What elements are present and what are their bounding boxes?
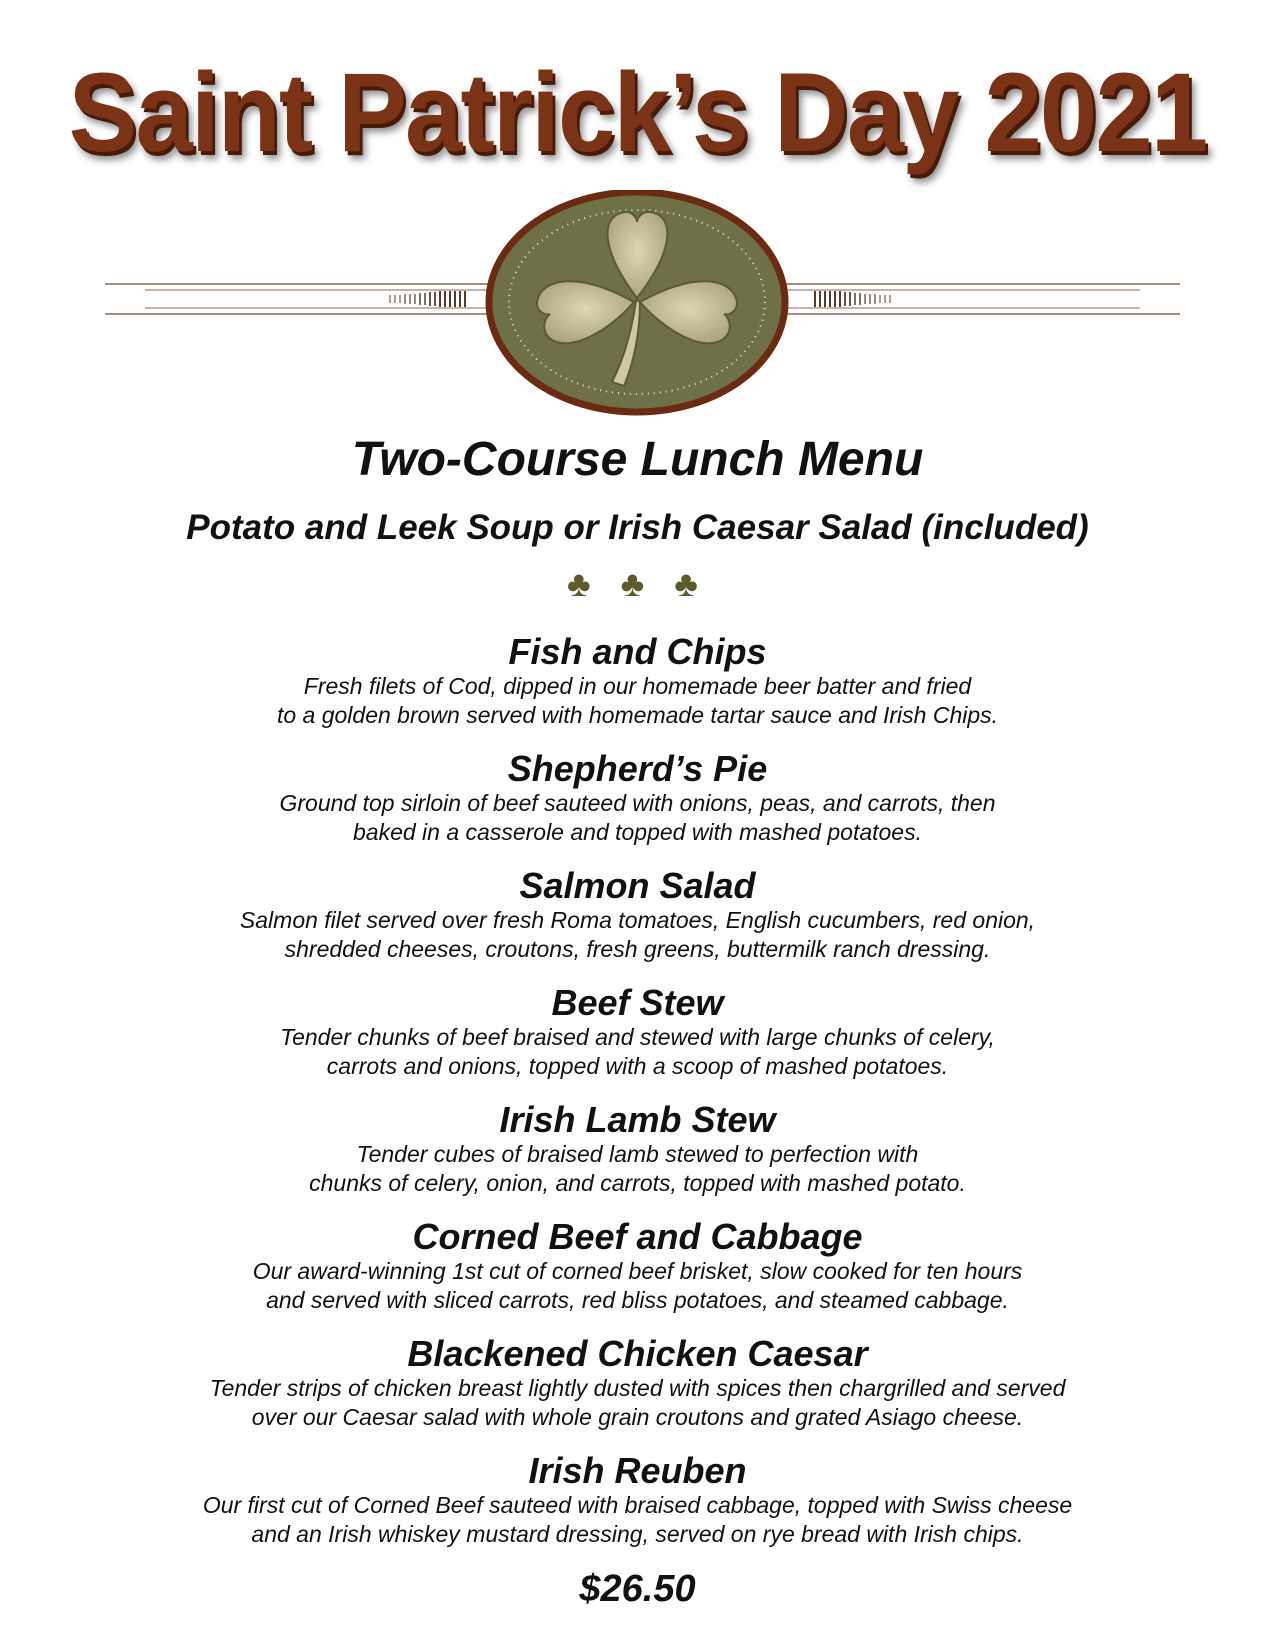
item-description-line: Ground top sirloin of beef sauteed with onions, peas, and carrots, then: [279, 790, 996, 816]
item-description-line: and an Irish whiskey mustard dressing, served on rye bread with Irish chips.: [251, 1521, 1024, 1547]
lunch-menu-heading: Two-Course Lunch Menu: [351, 433, 924, 486]
menu-item-irish-reuben: [0, 1451, 1275, 1568]
item-name: Shepherd’s Pie: [507, 748, 768, 789]
shamrock-emblem-graphic: [0, 190, 1275, 420]
menu-item-corned-beef-and-cabbage: [0, 1217, 1275, 1334]
included-starter-line: Potato and Leek Soup or Irish Caesar Salad (included): [186, 508, 1089, 547]
item-description-line: Tender strips of chicken breast lightly dusted with spices then chargrilled and served: [209, 1375, 1066, 1401]
item-description-line: shredded cheeses, croutons, fresh greens, buttermilk ranch dressing.: [284, 936, 991, 962]
menu-item-irish-lamb-stew: [0, 1100, 1275, 1217]
item-description-line: and served with sliced carrots, red bliss potatoes, and steamed cabbage.: [266, 1287, 1009, 1313]
item-description-line: Salmon filet served over fresh Roma tomatoes, English cucumbers, red onion,: [239, 907, 1036, 933]
menu-item-fish-and-chips: [0, 632, 1275, 749]
left-ornament-lines: [105, 284, 490, 314]
right-ornament-ticks: [815, 291, 890, 307]
item-description-line: Tender chunks of beef braised and stewed with large chunks of celery,: [280, 1024, 995, 1050]
menu-item-beef-stew: [0, 983, 1275, 1100]
item-name: Blackened Chicken Caesar: [407, 1333, 868, 1374]
item-description-line: Tender cubes of braised lamb stewed to perfection with: [356, 1141, 919, 1167]
item-description-line: chunks of celery, onion, and carrots, topped with mashed potato.: [309, 1170, 966, 1196]
item-name: Irish Lamb Stew: [499, 1099, 776, 1140]
item-name: Irish Reuben: [528, 1450, 747, 1491]
item-description-line: Our first cut of Corned Beef sauteed with braised cabbage, topped with Swiss cheese: [202, 1492, 1073, 1518]
item-description-line: Our award-winning 1st cut of corned beef brisket, slow cooked for ten hours: [252, 1258, 1023, 1284]
menu-item-salmon-salad: [0, 866, 1275, 983]
menu-items-list: [0, 632, 1275, 1568]
item-name: Fish and Chips: [508, 631, 767, 672]
item-name: Salmon Salad: [519, 865, 756, 906]
item-description-line: to a golden brown served with homemade tartar sauce and Irish Chips.: [276, 702, 999, 728]
clubs-divider-icon: ♣ ♣ ♣: [567, 563, 708, 604]
item-description-line: baked in a casserole and topped with mashed potatoes.: [353, 819, 922, 845]
item-description-line: over our Caesar salad with whole grain croutons and grated Asiago cheese.: [251, 1404, 1024, 1430]
item-name: Beef Stew: [551, 982, 724, 1023]
menu-price: $26.50: [579, 1568, 696, 1610]
shamrock-emblem-banner: [0, 190, 1275, 420]
menu-item-shepherds-pie: [0, 749, 1275, 866]
item-name: Corned Beef and Cabbage: [412, 1216, 863, 1257]
item-description-line: carrots and onions, topped with a scoop of mashed potatoes.: [326, 1053, 949, 1079]
menu-title: Saint Patrick’s Day 2021: [68, 50, 1207, 175]
left-ornament-ticks: [390, 291, 465, 307]
item-description-line: Fresh filets of Cod, dipped in our homemade beer batter and fried: [303, 673, 972, 699]
menu-item-blackened-chicken-caesar: [0, 1334, 1275, 1451]
